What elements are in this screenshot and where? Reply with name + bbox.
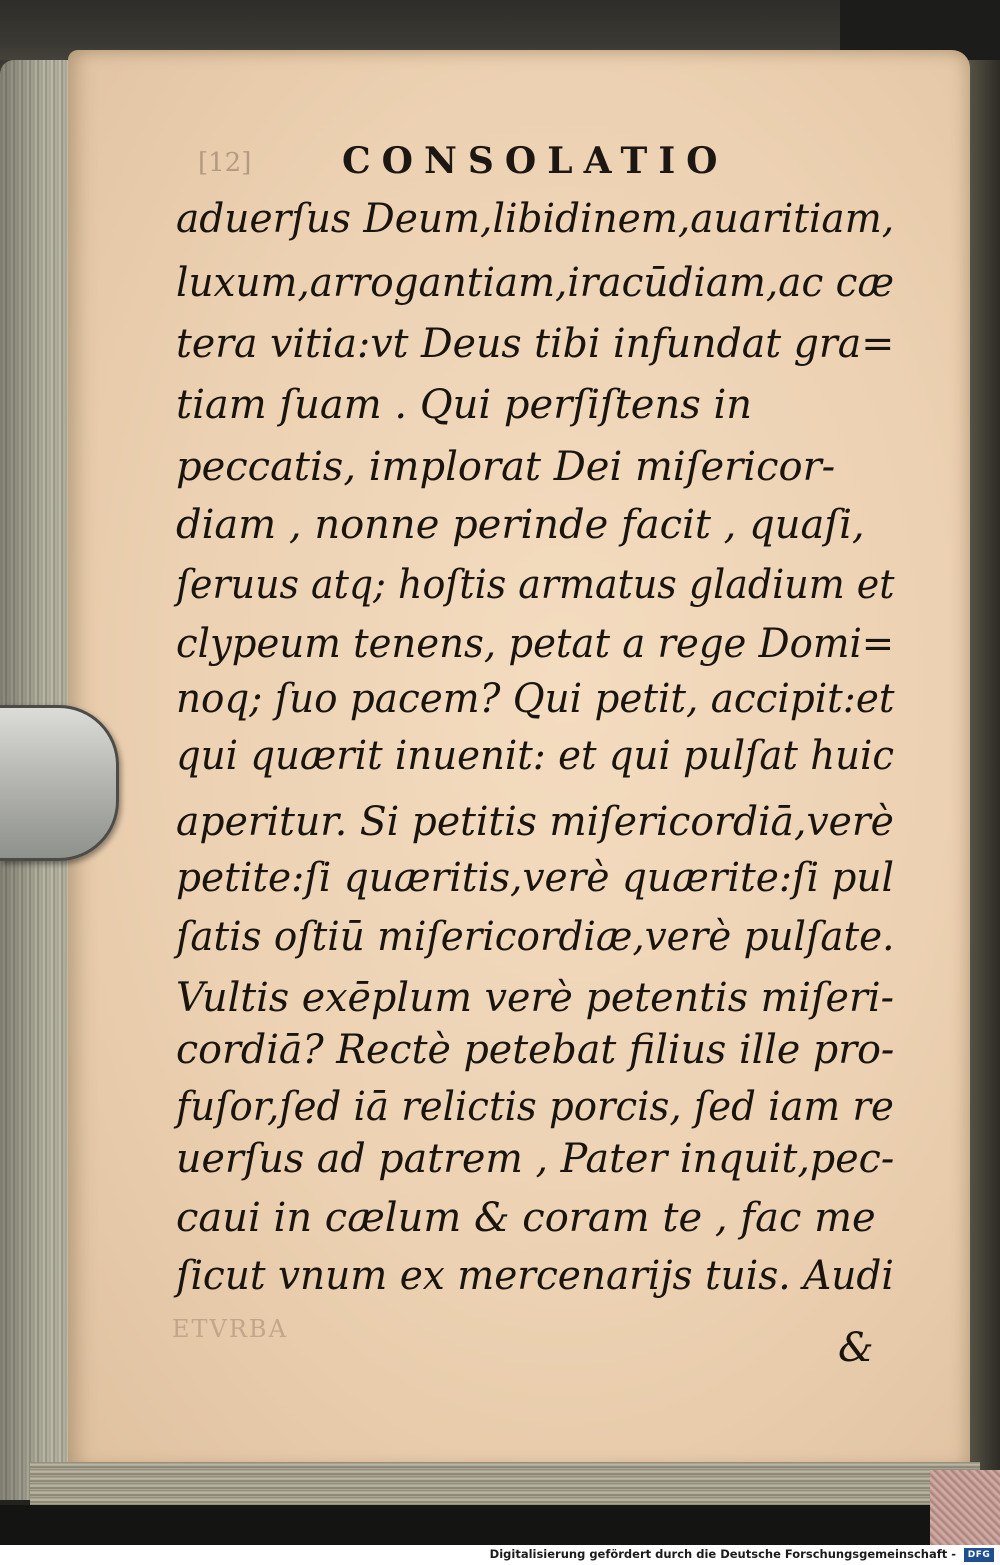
text-line: luxum,arrogantiam,iracūdiam,ac cæ bbox=[176, 260, 895, 306]
catchword: & bbox=[838, 1325, 874, 1371]
book-clip bbox=[0, 705, 119, 861]
text-line: aperitur. Si petitis miſericordiā,verè bbox=[176, 799, 894, 845]
text-line: aduerſus Deum,libidinem,auaritiam, bbox=[176, 196, 895, 242]
text-line: petite:ſi quæritis,verè quærite:ſi pul bbox=[176, 855, 895, 901]
book-right-edge bbox=[966, 60, 1000, 1510]
text-line: ſicut vnum ex mercenarijs tuis. Audi bbox=[176, 1253, 894, 1299]
text-line: tiam ſuam . Qui perſiſtens in bbox=[176, 382, 753, 428]
bottom-background bbox=[0, 1505, 1000, 1545]
text-line: noq; ſuo pacem? Qui petit, accipit:et bbox=[176, 676, 895, 722]
text-line: Vultis exēplum verè petentis miſeri- bbox=[176, 975, 894, 1021]
text-line: tera vitia:vt Deus tibi infundat gra= bbox=[176, 321, 895, 367]
text-line: peccatis, implorat Dei miſericor- bbox=[176, 444, 836, 490]
text-line: ſatis oſtiū miſericordiæ,verè pulſate. bbox=[176, 914, 895, 960]
bleed-through-text: ETVRBA bbox=[172, 1315, 288, 1343]
text-line: clypeum tenens, petat a rege Domi= bbox=[176, 621, 895, 667]
dfg-logo-icon: DFG bbox=[964, 1548, 994, 1562]
footer-bar bbox=[0, 1545, 1000, 1565]
cloth-corner bbox=[930, 1470, 1000, 1550]
text-line: cordiā? Rectè petebat filius ille pro- bbox=[176, 1027, 895, 1073]
text-line: ſeruus atq; hoſtis armatus gladium et bbox=[176, 562, 895, 608]
footer-credit: Digitalisierung gefördert durch die Deutsche Forschungsgemeinschaft - bbox=[489, 1547, 956, 1561]
text-line: fuſor,ſed iā relictis porcis, ſed iam re bbox=[176, 1084, 894, 1130]
text-line: qui quærit inuenit: et qui pulſat huic bbox=[176, 733, 895, 779]
text-line: caui in cælum & coram te , fac me bbox=[176, 1195, 876, 1241]
running-head: CONSOLATIO bbox=[342, 140, 729, 182]
page-number: [12] bbox=[198, 148, 252, 178]
text-line: diam , nonne perinde facit , quaſi, bbox=[176, 502, 865, 548]
text-line: uerſus ad patrem , Pater inquit,pec- bbox=[176, 1136, 895, 1182]
